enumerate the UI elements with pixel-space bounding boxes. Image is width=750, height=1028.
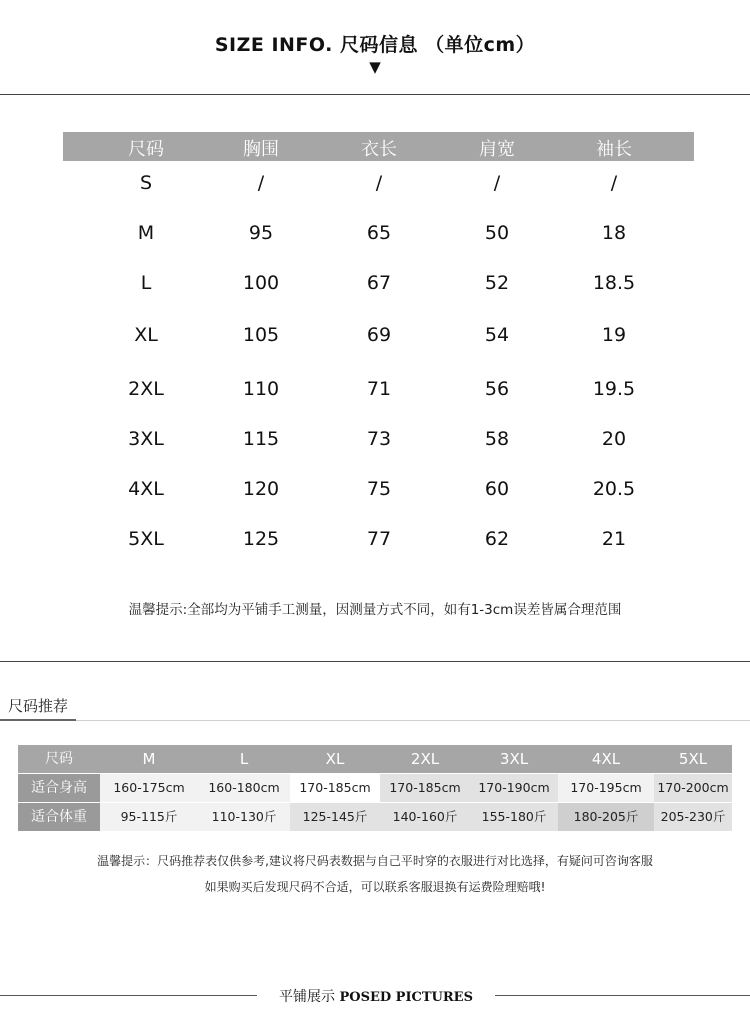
recommend-cell: 170-185cm bbox=[380, 774, 470, 802]
header-cell: 袖长 bbox=[596, 139, 632, 160]
size-table-cell: 115 bbox=[242, 428, 280, 450]
size-table-header bbox=[63, 132, 694, 161]
size-table-cell: 18 bbox=[601, 222, 627, 244]
recommend-cell: 4XL bbox=[558, 745, 654, 773]
divider-middle bbox=[0, 661, 750, 662]
recommend-cell: 170-200cm bbox=[654, 774, 732, 802]
size-table-cell: 110 bbox=[242, 378, 280, 400]
size-table-row bbox=[63, 172, 694, 194]
size-table-cell: 56 bbox=[484, 378, 510, 400]
recommend-cell: 110-130斤 bbox=[198, 803, 290, 831]
size-table-cell: 100 bbox=[242, 272, 280, 294]
exchange-note: 如果购买后发现尺码不合适，可以联系客服退换有运费险理赔哦! bbox=[204, 880, 546, 894]
size-table-cell: 19 bbox=[601, 324, 627, 346]
header-cell: 衣长 bbox=[361, 139, 397, 160]
recommend-cell: 5XL bbox=[654, 745, 732, 773]
recommend-cell: 95-115斤 bbox=[100, 803, 198, 831]
size-table-cell: 20 bbox=[601, 428, 627, 450]
recommend-title: 尺码推荐 bbox=[8, 697, 69, 715]
recommend-cell: 140-160斤 bbox=[380, 803, 470, 831]
recommend-cell: 3XL bbox=[470, 745, 558, 773]
footer-line-left bbox=[0, 995, 257, 996]
page-title: SIZE INFO. 尺码信息 （单位cm） bbox=[214, 34, 536, 56]
recommend-cell: 205-230斤 bbox=[654, 803, 732, 831]
size-table-cell: M bbox=[137, 222, 155, 244]
size-table-cell: 77 bbox=[366, 528, 392, 550]
recommend-cell: 适合体重 bbox=[18, 803, 100, 831]
size-table-cell: 73 bbox=[366, 428, 392, 450]
recommend-note: 温馨提示：尺码推荐表仅供参考,建议将尺码表数据与自己平时穿的衣服进行对比选择，有疑问可咨询客服 bbox=[97, 854, 653, 868]
recommend-underline bbox=[0, 720, 750, 721]
recommend-cell: 155-180斤 bbox=[470, 803, 558, 831]
size-table-cell: 95 bbox=[248, 222, 274, 244]
size-table-cell: 105 bbox=[242, 324, 280, 346]
recommend-header-row bbox=[18, 745, 732, 773]
divider-top bbox=[0, 94, 750, 95]
footer-heading-cn: 平铺展示 bbox=[279, 989, 336, 1005]
size-table-cell: 71 bbox=[366, 378, 392, 400]
size-table-row bbox=[63, 272, 694, 294]
header-cell: 肩宽 bbox=[479, 139, 515, 160]
size-table-cell: 67 bbox=[366, 272, 392, 294]
recommend-cell: 170-185cm bbox=[290, 774, 380, 802]
size-table-cell: 60 bbox=[484, 478, 510, 500]
recommend-height-row bbox=[18, 774, 732, 802]
size-table-cell: 50 bbox=[484, 222, 510, 244]
recommend-cell: 170-195cm bbox=[558, 774, 654, 802]
size-table-cell: / bbox=[375, 172, 383, 194]
recommend-cell: XL bbox=[290, 745, 380, 773]
size-table-cell: 58 bbox=[484, 428, 510, 450]
recommend-cell: 2XL bbox=[380, 745, 470, 773]
size-table-cell: S bbox=[139, 172, 153, 194]
size-table-cell: 125 bbox=[242, 528, 280, 550]
size-table-cell: / bbox=[610, 172, 618, 194]
footer-heading-en: POSED PICTURES bbox=[339, 990, 473, 1005]
size-table-cell: 20.5 bbox=[592, 478, 636, 500]
size-table-row bbox=[63, 528, 694, 550]
size-table-cell: 65 bbox=[366, 222, 392, 244]
recommend-weight-row bbox=[18, 803, 732, 831]
recommend-table bbox=[18, 745, 732, 832]
recommend-cell: 尺码 bbox=[18, 745, 100, 773]
down-arrow-icon: ▼ bbox=[369, 58, 381, 76]
size-table-cell: 19.5 bbox=[592, 378, 636, 400]
footer-heading bbox=[257, 986, 495, 1006]
recommend-cell: 适合身高 bbox=[18, 774, 100, 802]
size-table-cell: 69 bbox=[366, 324, 392, 346]
recommend-cell: 180-205斤 bbox=[558, 803, 654, 831]
recommend-cell: 160-180cm bbox=[198, 774, 290, 802]
size-table-cell: 54 bbox=[484, 324, 510, 346]
size-table-row bbox=[63, 378, 694, 400]
footer-line-right bbox=[495, 995, 750, 996]
size-table-cell: L bbox=[140, 272, 152, 294]
size-table-cell: 5XL bbox=[128, 528, 164, 550]
size-table-row bbox=[63, 478, 694, 500]
recommend-cell: L bbox=[198, 745, 290, 773]
recommend-cell: M bbox=[100, 745, 198, 773]
size-table-cell: 4XL bbox=[128, 478, 164, 500]
size-table-cell: 52 bbox=[484, 272, 510, 294]
header-cell: 尺码 bbox=[128, 139, 164, 160]
recommend-underline-accent bbox=[0, 719, 76, 721]
size-table-cell: XL bbox=[134, 324, 158, 346]
size-table-row bbox=[63, 428, 694, 450]
size-table-cell: / bbox=[257, 172, 265, 194]
measurement-note: 温馨提示:全部均为平铺手工测量，因测量方式不同，如有1-3cm误差皆属合理范围 bbox=[128, 602, 622, 618]
size-table-row bbox=[63, 222, 694, 244]
size-table-row bbox=[63, 324, 694, 346]
size-table bbox=[63, 132, 694, 550]
size-table-cell: 75 bbox=[366, 478, 392, 500]
size-table-cell: 62 bbox=[484, 528, 510, 550]
recommend-cell: 170-190cm bbox=[470, 774, 558, 802]
header-cell: 胸围 bbox=[243, 139, 279, 160]
recommend-cell: 160-175cm bbox=[100, 774, 198, 802]
size-table-cell: / bbox=[493, 172, 501, 194]
size-table-cell: 18.5 bbox=[592, 272, 636, 294]
size-table-cell: 120 bbox=[242, 478, 280, 500]
size-table-cell: 3XL bbox=[128, 428, 164, 450]
recommend-cell: 125-145斤 bbox=[290, 803, 380, 831]
size-table-cell: 2XL bbox=[128, 378, 164, 400]
size-table-cell: 21 bbox=[601, 528, 627, 550]
